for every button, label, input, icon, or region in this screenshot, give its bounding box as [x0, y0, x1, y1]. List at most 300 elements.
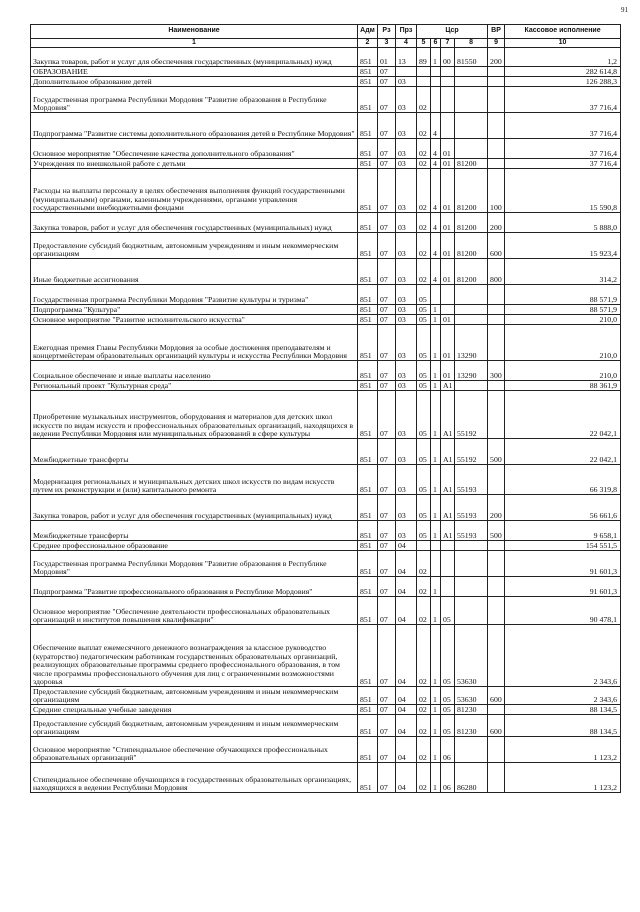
row-adm: 851 — [358, 315, 378, 325]
row-prz: 13 — [396, 48, 417, 67]
row-csr-direction — [455, 551, 488, 577]
header-rz: Рз — [378, 25, 396, 39]
row-rz: 07 — [378, 737, 396, 763]
row-amount: 88 571,9 — [505, 305, 621, 315]
row-amount: 1 123,2 — [505, 763, 621, 793]
row-rz: 07 — [378, 391, 396, 439]
row-rz: 07 — [378, 139, 396, 159]
row-adm: 851 — [358, 325, 378, 361]
row-csr-direction — [455, 113, 488, 139]
row-csr-event: 01 — [441, 361, 455, 381]
table-row — [31, 159, 621, 169]
row-csr-direction — [455, 381, 488, 391]
row-csr-subprogram: 1 — [431, 577, 441, 597]
row-rz: 07 — [378, 495, 396, 521]
row-prz: 03 — [396, 77, 417, 87]
row-prz: 03 — [396, 325, 417, 361]
row-vr: 200 — [488, 48, 505, 67]
row-adm: 851 — [358, 465, 378, 495]
row-csr-direction: 86280 — [455, 763, 488, 793]
row-amount: 37 716,4 — [505, 87, 621, 113]
row-amount: 282 614,8 — [505, 67, 621, 77]
row-csr-subprogram: 1 — [431, 439, 441, 465]
row-rz: 01 — [378, 48, 396, 67]
row-amount: 2 343,6 — [505, 687, 621, 705]
row-csr-direction: 55193 — [455, 521, 488, 541]
budget-table — [30, 24, 621, 793]
row-csr-direction: 81200 — [455, 159, 488, 169]
row-csr-subprogram — [431, 541, 441, 551]
row-adm: 851 — [358, 77, 378, 87]
row-name: Предоставление субсидий бюджетным, автономным учреждениям и иным некоммерческим организациям — [31, 715, 358, 737]
row-csr-program — [417, 67, 431, 77]
row-prz: 04 — [396, 541, 417, 551]
table-row — [31, 113, 621, 139]
row-csr-program: 02 — [417, 113, 431, 139]
table-row — [31, 625, 621, 687]
row-adm: 851 — [358, 48, 378, 67]
row-prz: 03 — [396, 305, 417, 315]
row-csr-subprogram: 1 — [431, 715, 441, 737]
row-csr-event — [441, 305, 455, 315]
row-csr-program: 02 — [417, 687, 431, 705]
row-csr-event: A1 — [441, 465, 455, 495]
row-rz: 07 — [378, 715, 396, 737]
row-csr-program: 02 — [417, 87, 431, 113]
row-name: Закупка товаров, работ и услуг для обеспечения государственных (муниципальных) нужд — [31, 213, 358, 233]
row-prz: 03 — [396, 169, 417, 213]
row-amount: 210,0 — [505, 315, 621, 325]
row-vr — [488, 325, 505, 361]
row-csr-event — [441, 541, 455, 551]
row-csr-subprogram: 4 — [431, 259, 441, 285]
row-csr-program: 02 — [417, 763, 431, 793]
row-name: Социальное обеспечение и иные выплаты населению — [31, 361, 358, 381]
table-row — [31, 259, 621, 285]
row-prz: 03 — [396, 465, 417, 495]
row-rz: 07 — [378, 625, 396, 687]
table-row — [31, 325, 621, 361]
row-rz: 07 — [378, 705, 396, 715]
table-row — [31, 305, 621, 315]
row-adm: 851 — [358, 495, 378, 521]
row-rz: 07 — [378, 687, 396, 705]
table-row — [31, 67, 621, 77]
row-csr-direction: 55192 — [455, 391, 488, 439]
row-csr-direction: 55192 — [455, 439, 488, 465]
row-vr — [488, 763, 505, 793]
page-number: 91 — [621, 6, 628, 14]
row-csr-program: 02 — [417, 233, 431, 259]
row-csr-subprogram — [431, 87, 441, 113]
row-rz: 07 — [378, 159, 396, 169]
row-adm: 851 — [358, 439, 378, 465]
row-csr-subprogram — [431, 285, 441, 305]
row-vr — [488, 391, 505, 439]
header-adm: Адм — [358, 25, 378, 39]
row-vr — [488, 315, 505, 325]
row-name: Дополнительное образование детей — [31, 77, 358, 87]
row-rz: 07 — [378, 551, 396, 577]
row-csr-event — [441, 285, 455, 305]
row-prz — [396, 67, 417, 77]
row-amount: 22 042,1 — [505, 439, 621, 465]
row-name: Государственная программа Республики Мордовия "Развитие образования в Республике Мордовия" — [31, 551, 358, 577]
row-csr-direction — [455, 577, 488, 597]
row-csr-direction: 53630 — [455, 687, 488, 705]
row-vr — [488, 551, 505, 577]
row-prz: 03 — [396, 139, 417, 159]
table-row — [31, 48, 621, 67]
row-name: Модернизация региональных и муниципальных детских школ искусств по видам искусств путем их реконструкции и (или) капитального ремонта — [31, 465, 358, 495]
table-row — [31, 233, 621, 259]
table-row — [31, 737, 621, 763]
row-vr — [488, 67, 505, 77]
row-csr-subprogram: 1 — [431, 305, 441, 315]
row-csr-subprogram: 1 — [431, 381, 441, 391]
row-name: Обеспечение выплат ежемесячного денежного вознаграждения за классное руководство (кураторство) педагогическим работникам государственных образовательных организаций, реализующих образовательные программы среднего профессионального образования, в том числе программы профессионального обучения для лиц с ограниченными возможностями здоровья — [31, 625, 358, 687]
table-row — [31, 213, 621, 233]
row-prz: 03 — [396, 213, 417, 233]
row-rz: 07 — [378, 169, 396, 213]
row-rz: 07 — [378, 285, 396, 305]
row-vr — [488, 285, 505, 305]
column-number: 2 — [358, 39, 378, 48]
row-vr — [488, 113, 505, 139]
table-row — [31, 77, 621, 87]
row-csr-event: A1 — [441, 381, 455, 391]
row-csr-event — [441, 87, 455, 113]
row-csr-program: 02 — [417, 169, 431, 213]
row-amount: 15 590,8 — [505, 169, 621, 213]
row-csr-program: 02 — [417, 577, 431, 597]
row-csr-direction: 81200 — [455, 233, 488, 259]
table-row — [31, 139, 621, 159]
row-csr-program: 02 — [417, 737, 431, 763]
row-adm: 851 — [358, 541, 378, 551]
row-amount: 154 551,5 — [505, 541, 621, 551]
row-csr-subprogram: 1 — [431, 48, 441, 67]
row-rz: 07 — [378, 233, 396, 259]
header-vr: ВР — [488, 25, 505, 39]
row-vr: 500 — [488, 521, 505, 541]
row-prz: 03 — [396, 315, 417, 325]
row-adm: 851 — [358, 233, 378, 259]
row-csr-subprogram: 1 — [431, 625, 441, 687]
row-name: Иные бюджетные ассигнования — [31, 259, 358, 285]
row-csr-program: 02 — [417, 159, 431, 169]
row-csr-subprogram: 1 — [431, 737, 441, 763]
row-csr-direction: 53630 — [455, 625, 488, 687]
row-csr-direction: 13290 — [455, 361, 488, 381]
row-name: Межбюджетные трансферты — [31, 521, 358, 541]
row-amount: 126 288,3 — [505, 77, 621, 87]
row-csr-subprogram: 1 — [431, 687, 441, 705]
table-row — [31, 87, 621, 113]
row-prz: 04 — [396, 597, 417, 625]
row-csr-subprogram: 4 — [431, 233, 441, 259]
row-adm: 851 — [358, 705, 378, 715]
column-number-row — [31, 39, 621, 48]
column-number: 1 — [31, 39, 358, 48]
row-vr: 100 — [488, 169, 505, 213]
row-rz: 07 — [378, 315, 396, 325]
row-csr-direction: 55193 — [455, 465, 488, 495]
row-rz: 07 — [378, 77, 396, 87]
row-prz: 03 — [396, 87, 417, 113]
row-csr-direction — [455, 305, 488, 315]
row-adm: 851 — [358, 763, 378, 793]
column-number: 9 — [488, 39, 505, 48]
row-csr-subprogram: 1 — [431, 495, 441, 521]
row-csr-program — [417, 541, 431, 551]
row-amount: 22 042,1 — [505, 391, 621, 439]
row-csr-program: 05 — [417, 315, 431, 325]
row-csr-event: 01 — [441, 139, 455, 159]
row-csr-event: 06 — [441, 763, 455, 793]
row-rz: 07 — [378, 361, 396, 381]
row-prz: 04 — [396, 763, 417, 793]
table-row — [31, 495, 621, 521]
row-csr-event: A1 — [441, 391, 455, 439]
row-vr: 300 — [488, 361, 505, 381]
row-csr-event — [441, 77, 455, 87]
table-row — [31, 465, 621, 495]
row-rz: 07 — [378, 521, 396, 541]
row-prz: 03 — [396, 439, 417, 465]
row-csr-direction: 81550 — [455, 48, 488, 67]
column-number: 3 — [378, 39, 396, 48]
header-amount: Кассовое исполнение — [505, 25, 621, 39]
row-amount: 210,0 — [505, 325, 621, 361]
row-adm: 851 — [358, 259, 378, 285]
row-adm: 851 — [358, 521, 378, 541]
row-csr-subprogram: 1 — [431, 325, 441, 361]
row-rz: 07 — [378, 325, 396, 361]
row-rz: 07 — [378, 87, 396, 113]
row-rz: 07 — [378, 439, 396, 465]
row-name: Стипендиальное обеспечение обучающихся в государственных образовательных организациях, находящихся в ведении Республики Мордовия — [31, 763, 358, 793]
row-name: Подпрограмма "Культура" — [31, 305, 358, 315]
row-rz: 07 — [378, 259, 396, 285]
row-prz: 04 — [396, 687, 417, 705]
row-vr — [488, 541, 505, 551]
row-vr — [488, 625, 505, 687]
row-prz: 03 — [396, 285, 417, 305]
row-name: ОБРАЗОВАНИЕ — [31, 67, 358, 77]
row-vr: 500 — [488, 439, 505, 465]
row-name: Основное мероприятие "Обеспечение деятельности профессиональных образовательных организаций и институтов повышения квалификации" — [31, 597, 358, 625]
row-prz: 03 — [396, 391, 417, 439]
row-csr-direction: 81230 — [455, 705, 488, 715]
row-adm: 851 — [358, 113, 378, 139]
row-adm: 851 — [358, 213, 378, 233]
row-amount: 1 123,2 — [505, 737, 621, 763]
row-csr-event: 01 — [441, 169, 455, 213]
row-csr-event: 01 — [441, 213, 455, 233]
row-rz: 07 — [378, 465, 396, 495]
row-csr-event: 01 — [441, 315, 455, 325]
row-prz: 03 — [396, 381, 417, 391]
row-amount: 56 661,6 — [505, 495, 621, 521]
row-amount: 37 716,4 — [505, 159, 621, 169]
table-row — [31, 687, 621, 705]
row-csr-program: 05 — [417, 305, 431, 315]
row-prz: 04 — [396, 737, 417, 763]
row-csr-event: 01 — [441, 259, 455, 285]
row-rz: 07 — [378, 113, 396, 139]
row-adm: 851 — [358, 391, 378, 439]
row-name: Региональный проект "Культурная среда" — [31, 381, 358, 391]
row-csr-program: 05 — [417, 361, 431, 381]
row-amount: 210,0 — [505, 361, 621, 381]
row-csr-program: 05 — [417, 391, 431, 439]
column-number: 7 — [441, 39, 455, 48]
row-vr: 800 — [488, 259, 505, 285]
row-csr-event: 05 — [441, 625, 455, 687]
table-row — [31, 285, 621, 305]
row-csr-event: A1 — [441, 439, 455, 465]
row-amount: 37 716,4 — [505, 139, 621, 159]
row-vr: 600 — [488, 715, 505, 737]
row-prz: 03 — [396, 113, 417, 139]
row-adm: 851 — [358, 159, 378, 169]
row-name: Межбюджетные трансферты — [31, 439, 358, 465]
row-rz: 07 — [378, 597, 396, 625]
table-header-row — [31, 25, 621, 39]
row-name: Основное мероприятие "Развитие исполнительского искусства" — [31, 315, 358, 325]
row-vr: 600 — [488, 233, 505, 259]
row-csr-program: 02 — [417, 715, 431, 737]
row-name: Закупка товаров, работ и услуг для обеспечения государственных (муниципальных) нужд — [31, 48, 358, 67]
table-row — [31, 315, 621, 325]
row-prz: 03 — [396, 495, 417, 521]
row-amount: 2 343,6 — [505, 625, 621, 687]
row-name: Государственная программа Республики Мордовия "Развитие образования в Республике Мордовия" — [31, 87, 358, 113]
row-name: Средние специальные учебные заведения — [31, 705, 358, 715]
table-row — [31, 521, 621, 541]
row-adm: 851 — [358, 87, 378, 113]
row-csr-program: 05 — [417, 521, 431, 541]
table-row — [31, 361, 621, 381]
row-csr-program: 02 — [417, 259, 431, 285]
row-csr-direction: 13290 — [455, 325, 488, 361]
row-prz: 04 — [396, 715, 417, 737]
row-amount: 90 478,1 — [505, 597, 621, 625]
row-csr-direction — [455, 737, 488, 763]
row-csr-program: 02 — [417, 597, 431, 625]
table-body — [31, 39, 621, 793]
row-adm: 851 — [358, 715, 378, 737]
row-csr-event — [441, 551, 455, 577]
row-csr-subprogram: 1 — [431, 521, 441, 541]
row-csr-direction — [455, 67, 488, 77]
row-csr-event: A1 — [441, 495, 455, 521]
table-row — [31, 381, 621, 391]
row-adm: 851 — [358, 305, 378, 315]
row-csr-program: 05 — [417, 285, 431, 305]
row-prz: 03 — [396, 361, 417, 381]
column-number: 8 — [455, 39, 488, 48]
row-csr-event: 05 — [441, 715, 455, 737]
row-adm: 851 — [358, 67, 378, 77]
table-row — [31, 715, 621, 737]
row-amount: 91 601,3 — [505, 577, 621, 597]
row-adm: 851 — [358, 169, 378, 213]
row-prz: 03 — [396, 259, 417, 285]
table-row — [31, 541, 621, 551]
table-row — [31, 551, 621, 577]
row-csr-direction: 81200 — [455, 259, 488, 285]
row-csr-subprogram: 4 — [431, 113, 441, 139]
row-csr-program: 05 — [417, 325, 431, 361]
row-vr — [488, 159, 505, 169]
row-vr — [488, 139, 505, 159]
row-adm: 851 — [358, 597, 378, 625]
row-amount: 91 601,3 — [505, 551, 621, 577]
row-csr-direction — [455, 597, 488, 625]
row-amount: 88 361,9 — [505, 381, 621, 391]
table-row — [31, 169, 621, 213]
row-name: Расходы на выплаты персоналу в целях обеспечения выполнения функций государственными (муниципальными) органами, казенными учреждениями, органами управления государственными внебюджетными фондами — [31, 169, 358, 213]
row-name: Приобретение музыкальных инструментов, оборудования и материалов для детских школ искусств по видам искусств и профессиональных образовательных организаций, находящихся в ведении Республики Мордовия или муниципальных образований в сфере культуры — [31, 391, 358, 439]
row-csr-direction: 81200 — [455, 169, 488, 213]
row-csr-direction — [455, 541, 488, 551]
row-csr-subprogram — [431, 67, 441, 77]
row-csr-subprogram: 1 — [431, 391, 441, 439]
row-adm: 851 — [358, 551, 378, 577]
row-amount: 37 716,4 — [505, 113, 621, 139]
row-name: Предоставление субсидий бюджетным, автономным учреждениям и иным некоммерческим организациям — [31, 233, 358, 259]
row-csr-subprogram — [431, 551, 441, 577]
row-name: Государственная программа Республики Мордовия "Развитие культуры и туризма" — [31, 285, 358, 305]
row-vr — [488, 87, 505, 113]
header-prz: Прз — [396, 25, 417, 39]
row-csr-event: 01 — [441, 233, 455, 259]
row-vr — [488, 597, 505, 625]
row-csr-event: 01 — [441, 159, 455, 169]
row-csr-program: 05 — [417, 465, 431, 495]
row-prz: 03 — [396, 521, 417, 541]
row-rz: 07 — [378, 763, 396, 793]
row-vr: 200 — [488, 213, 505, 233]
row-name: Закупка товаров, работ и услуг для обеспечения государственных (муниципальных) нужд — [31, 495, 358, 521]
table-row — [31, 763, 621, 793]
row-name: Среднее профессиональное образование — [31, 541, 358, 551]
row-vr: 200 — [488, 495, 505, 521]
row-adm: 851 — [358, 577, 378, 597]
column-number: 4 — [396, 39, 417, 48]
row-csr-subprogram — [431, 77, 441, 87]
column-number: 5 — [417, 39, 431, 48]
row-csr-subprogram: 1 — [431, 361, 441, 381]
row-csr-subprogram: 4 — [431, 159, 441, 169]
row-adm: 851 — [358, 737, 378, 763]
row-csr-event: 05 — [441, 687, 455, 705]
row-adm: 851 — [358, 361, 378, 381]
row-prz: 04 — [396, 625, 417, 687]
row-csr-program: 02 — [417, 213, 431, 233]
row-prz: 03 — [396, 233, 417, 259]
row-csr-program: 05 — [417, 439, 431, 465]
row-rz: 07 — [378, 213, 396, 233]
header-csr: Цср — [417, 25, 488, 39]
row-adm: 851 — [358, 687, 378, 705]
row-csr-event — [441, 67, 455, 77]
row-csr-event: A1 — [441, 521, 455, 541]
row-adm: 851 — [358, 285, 378, 305]
row-vr — [488, 737, 505, 763]
